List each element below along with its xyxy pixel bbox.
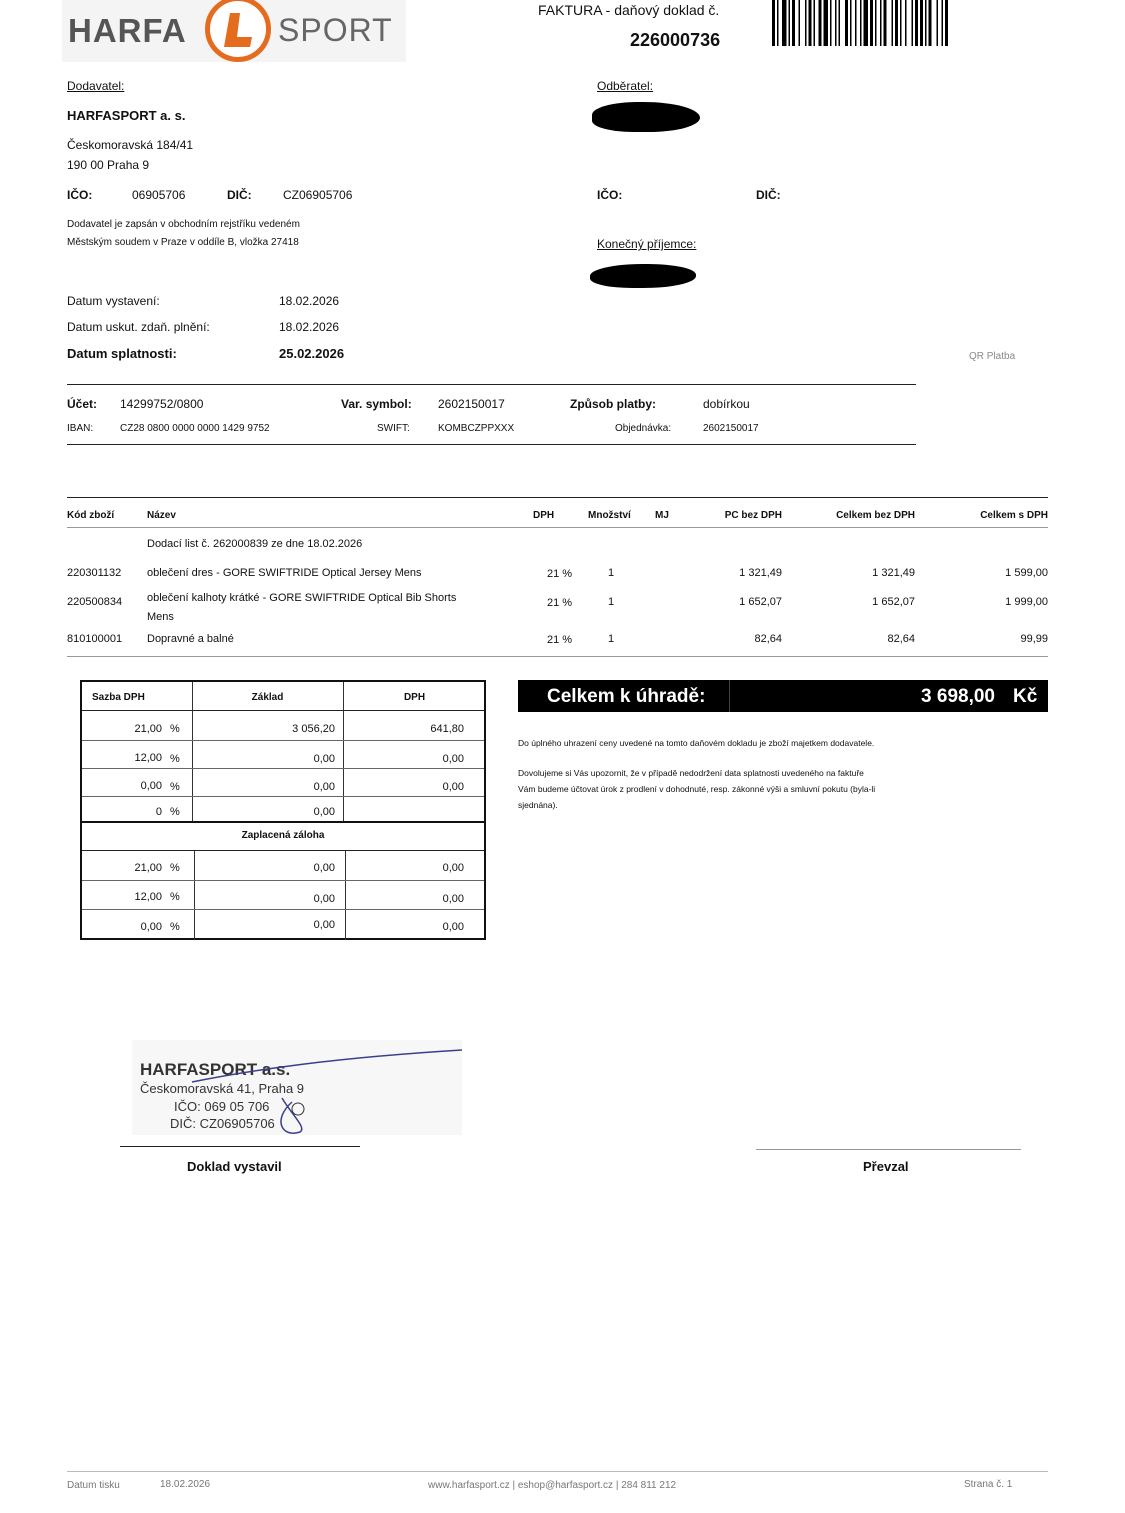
supplier-dic-label: DIČ: <box>227 188 252 202</box>
doc-title: FAKTURA - daňový doklad č. <box>538 2 720 18</box>
company-stamp <box>132 1040 462 1135</box>
item-total-gross: 99,99 <box>1020 633 1048 645</box>
vat-pct: % <box>170 723 180 735</box>
supplier-ico: 06905706 <box>132 188 186 202</box>
late-payment-note-3: sjednána). <box>518 800 558 810</box>
supplier-street: Českomoravská 184/41 <box>67 138 194 152</box>
table-row <box>67 633 1048 653</box>
item-qty: 1 <box>608 596 615 608</box>
vat-header-vat: DPH <box>403 692 426 703</box>
item-total-gross: 1 999,00 <box>1005 596 1048 608</box>
item-code: 220500834 <box>67 596 123 608</box>
item-vat: 21 % <box>547 634 573 646</box>
vat-pct: % <box>170 753 180 765</box>
received-by-label: Převzal <box>863 1159 909 1174</box>
swift-label: SWIFT: <box>377 423 410 434</box>
supplier-register-2: Městským soudem v Praze v oddíle B, vložka 27418 <box>67 237 299 248</box>
stamp-company: HARFASPORT a.s. <box>140 1060 291 1079</box>
payment-bottom-divider <box>67 444 916 445</box>
late-payment-note-1: Dovolujeme si Vás upozornit, že v případě nedodržení data splatnosti uvedeného na faktuře <box>518 768 864 778</box>
late-payment-note-2: Vám budeme účtovat úrok z prodlení v dohodnuté, resp. zákonné výši a smluvní pokutu (byla-li <box>518 784 876 794</box>
advance-pct: % <box>170 891 180 903</box>
vat-base: 0,00 <box>313 753 335 765</box>
customer-dic-label: DIČ: <box>756 188 781 202</box>
items-bottom-divider <box>67 656 1048 657</box>
item-code: 220301132 <box>67 567 122 579</box>
vat-rate: 0,00 <box>140 780 162 792</box>
supplier-name: HARFASPORT a. s. <box>67 108 186 123</box>
table-row <box>67 567 1048 587</box>
advance-rate: 21,00 <box>134 862 162 874</box>
advance-vat: 0,00 <box>442 893 464 905</box>
items-top-divider <box>67 497 1048 498</box>
item-code: 810100001 <box>67 633 123 645</box>
advance-rate: 12,00 <box>134 891 162 903</box>
vat-base: 0,00 <box>313 806 335 818</box>
redacted-final-recipient <box>590 264 696 288</box>
account-label: Účet: <box>67 397 98 411</box>
taxable-date-label: Datum uskut. zdaň. plnění: <box>67 320 210 334</box>
advance-vat: 0,00 <box>442 862 464 874</box>
item-total-net: 82,64 <box>887 633 915 645</box>
col-header-unit-price: PC bez DPH <box>724 510 782 521</box>
item-name: oblečení dres - GORE SWIFTRIDE Optical Jersey Mens <box>147 567 422 579</box>
footer-contact: www.harfasport.cz | eshop@harfasport.cz | 284 811 212 <box>428 1480 677 1491</box>
supplier-label: Dodavatel: <box>67 79 125 93</box>
var-symbol-label: Var. symbol: <box>341 397 412 411</box>
taxable-date: 18.02.2026 <box>279 320 340 334</box>
vat-summary-table <box>80 680 486 940</box>
col-header-total-gross: Celkem s DPH <box>980 510 1048 521</box>
vat-col-divider <box>192 682 193 822</box>
advance-pct: % <box>170 862 180 874</box>
vat-base: 0,00 <box>313 781 335 793</box>
vat-rate: 21,00 <box>134 723 162 735</box>
col-header-code: Kód zboží <box>67 510 115 521</box>
footer-divider <box>67 1471 1048 1472</box>
supplier-dic: CZ06905706 <box>283 188 353 202</box>
redacted-customer-name <box>592 102 700 132</box>
barcode <box>772 0 1047 46</box>
advance-pct: % <box>170 921 180 933</box>
advance-base: 0,00 <box>313 919 335 931</box>
table-row <box>67 592 1048 626</box>
payment-method: dobírkou <box>703 397 750 411</box>
item-unit-price: 1 652,07 <box>739 596 782 608</box>
item-qty: 1 <box>608 567 615 579</box>
logo-text-left: HARFA <box>68 12 187 49</box>
vat-section-divider <box>82 821 484 823</box>
payment-top-divider <box>67 384 916 385</box>
col-header-vat: DPH <box>533 510 555 521</box>
item-name: oblečení kalhoty krátké - GORE SWIFTRIDE Optical Bib Shorts <box>147 592 457 604</box>
print-date-label: Datum tisku <box>67 1480 120 1491</box>
vat-pct: % <box>170 781 180 793</box>
item-vat: 21 % <box>547 597 573 609</box>
iban-label: IBAN: <box>67 423 94 434</box>
due-date-label: Datum splatnosti: <box>67 346 177 361</box>
order-label: Objednávka: <box>615 423 672 434</box>
item-name: Dopravné a balné <box>147 633 234 645</box>
vat-rate: 12,00 <box>134 752 162 764</box>
item-unit-price: 82,64 <box>754 633 782 645</box>
vat-amount: 641,80 <box>430 723 464 735</box>
col-header-total-net: Celkem bez DPH <box>836 510 915 521</box>
handwritten-signature <box>132 1040 462 1135</box>
supplier-register-1: Dodavatel je zapsán v obchodním rejstříku vedeném <box>67 219 300 230</box>
supplier-city: 190 00 Praha 9 <box>67 158 150 172</box>
account-number: 14299752/0800 <box>120 397 204 411</box>
total-due-label: Celkem k úhradě: <box>547 686 706 707</box>
item-name-cont: Mens <box>147 611 174 623</box>
logo-text-right: SPORT <box>278 12 393 48</box>
delivery-note: Dodací list č. 262000839 ze dne 18.02.2026 <box>147 538 363 550</box>
vat-row-divider <box>82 796 484 797</box>
ownership-note: Do úplného uhrazení ceny uvedené na tomto daňovém dokladu je zboží majetkem dodavatele. <box>518 738 875 748</box>
supplier-ico-label: IČO: <box>67 188 93 202</box>
page-number: Strana č. 1 <box>964 1479 1013 1490</box>
total-divider <box>729 680 730 712</box>
iban: CZ28 0800 0000 0000 1429 9752 <box>120 423 270 434</box>
advance-rate: 0,00 <box>140 921 162 933</box>
vat-row-divider <box>82 768 484 769</box>
item-vat: 21 % <box>547 568 573 580</box>
logo-circle-icon <box>205 0 271 62</box>
var-symbol: 2602150017 <box>438 397 505 411</box>
col-header-unit: MJ <box>655 510 669 521</box>
print-date: 18.02.2026 <box>160 1479 211 1490</box>
vat-amount: 0,00 <box>442 753 464 765</box>
advance-label: Zaplacená záloha <box>241 830 325 841</box>
stamp-address: Českomoravská 41, Praha 9 <box>140 1081 305 1096</box>
customer-label: Odběratel: <box>597 79 654 93</box>
customer-ico-label: IČO: <box>597 188 623 202</box>
company-logo <box>62 0 406 62</box>
item-total-net: 1 652,07 <box>872 596 915 608</box>
stamp-ico: IČO: 069 05 706 <box>174 1099 270 1114</box>
issued-date-label: Datum vystavení: <box>67 294 160 308</box>
advance-base: 0,00 <box>313 862 335 874</box>
items-header-divider <box>67 527 1048 528</box>
advance-row-divider <box>82 880 484 881</box>
total-due-currency: Kč <box>1013 686 1038 707</box>
stamp-dic: DIČ: CZ06905706 <box>170 1116 275 1131</box>
item-qty: 1 <box>608 633 615 645</box>
item-total-gross: 1 599,00 <box>1005 567 1048 579</box>
vat-base: 3 056,20 <box>292 723 335 735</box>
doc-number: 226000736 <box>630 30 721 50</box>
issued-by-label: Doklad vystavil <box>187 1159 282 1174</box>
order-number: 2602150017 <box>703 423 759 434</box>
swift: KOMBCZPPXXX <box>438 423 515 434</box>
advance-vat: 0,00 <box>442 921 464 933</box>
col-header-name: Název <box>147 510 176 521</box>
vat-header-divider <box>82 710 484 711</box>
col-header-qty: Množství <box>588 510 631 521</box>
advance-base: 0,00 <box>313 893 335 905</box>
total-due-bar <box>518 680 1048 712</box>
vat-pct: % <box>170 806 180 818</box>
item-total-net: 1 321,49 <box>872 567 915 579</box>
vat-row-divider <box>82 740 484 741</box>
advance-row-divider <box>82 909 484 910</box>
vat-header-base: Základ <box>251 692 284 703</box>
final-recipient-label: Konečný příjemce: <box>597 237 697 251</box>
issued-date: 18.02.2026 <box>279 294 340 308</box>
item-unit-price: 1 321,49 <box>739 567 782 579</box>
total-due-amount: 3 698,00 <box>921 686 995 707</box>
vat-header-rate: Sazba DPH <box>92 692 145 703</box>
due-date: 25.02.2026 <box>279 346 345 361</box>
vat-amount: 0,00 <box>442 781 464 793</box>
received-by-line <box>756 1149 1021 1150</box>
payment-method-label: Způsob platby: <box>570 397 656 411</box>
issued-by-line <box>120 1146 360 1147</box>
vat-rate: 0 <box>155 806 162 818</box>
qr-payment-label: QR Platba <box>969 351 1016 362</box>
vat-col-divider <box>343 682 344 822</box>
advance-divider <box>82 850 484 851</box>
